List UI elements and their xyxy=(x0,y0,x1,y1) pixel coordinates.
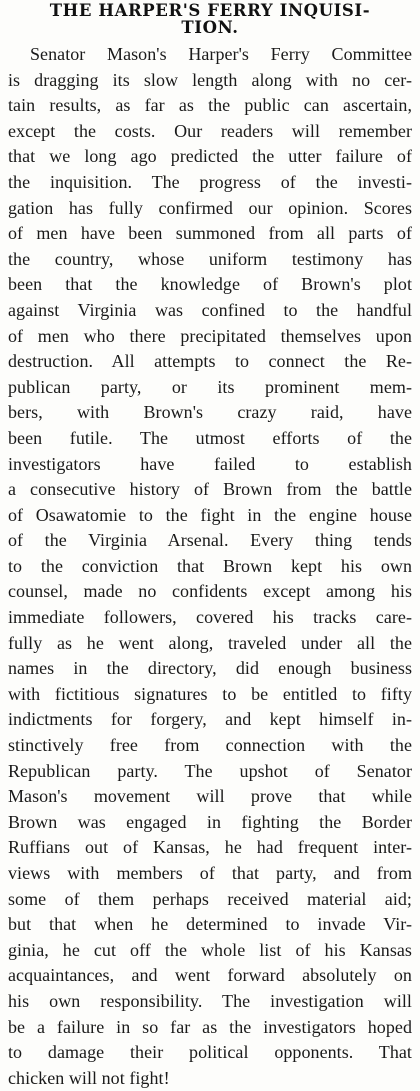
text-line: Republican party. The upshot of Senator xyxy=(8,760,412,781)
text-line: publican party, or its prominent mem- xyxy=(8,376,412,397)
text-line: except the costs. Our readers will remember xyxy=(8,120,412,141)
text-line: a consecutive history of Brown from the battle xyxy=(8,479,412,500)
text-line: the country, whose uniform testimony has xyxy=(8,248,412,269)
text-line: Senator Mason's Harper's Ferry Committee xyxy=(30,44,412,64)
text-line: that we long ago predicted the utter failure of xyxy=(8,146,412,167)
text-line: counsel, made no confidents except among his xyxy=(8,581,412,602)
text-line: to the conviction that Brown kept his own xyxy=(8,555,412,576)
text-line: names in the directory, did enough business xyxy=(8,658,412,679)
text-line: but that when he determined to invade Vir- xyxy=(8,914,412,935)
text-line: against Virginia was confined to the handful xyxy=(8,299,412,320)
text-line: acquaintances, and went forward absolutely on xyxy=(8,965,412,986)
text-line: bers, with Brown's crazy raid, have xyxy=(8,402,412,423)
text-line: of men who there precipitated themselves upon xyxy=(8,325,412,346)
text-line: ginia, he cut off the whole list of his Kansas xyxy=(8,939,412,960)
text-line: indictments for forgery, and kept himself in- xyxy=(8,709,412,730)
text-line: with fictitious signatures to be entitled to fifty xyxy=(8,683,412,704)
text-line: of men have been summoned from all parts of xyxy=(8,223,412,244)
text-line: Mason's movement will prove that while xyxy=(8,786,412,807)
text-line: tain results, as far as the public can ascertain, xyxy=(8,95,412,116)
headline-line: TION. xyxy=(181,18,239,37)
text-line: gation has fully confirmed our opinion. Scores xyxy=(8,197,412,218)
text-line: the inquisition. The progress of the investi- xyxy=(8,171,412,192)
text-line: Ruffians out of Kansas, he had frequent inter- xyxy=(8,837,412,858)
text-line: destruction. All attempts to connect the Re- xyxy=(8,351,412,372)
headline-line: THE HARPER'S FERRY INQUISI- xyxy=(49,1,371,20)
text-line: investigators have failed to establish xyxy=(8,453,412,474)
text-line: some of them perhaps received material aid; xyxy=(8,888,412,909)
text-line: his own responsibility. The investigation will xyxy=(8,990,412,1011)
text-line: to damage their political opponents. That xyxy=(8,1042,412,1063)
text-line: chicken will not fight! xyxy=(8,1067,170,1088)
text-line: immediate followers, covered his tracks care- xyxy=(8,607,412,628)
text-line: been futile. The utmost efforts of the xyxy=(8,427,412,448)
text-line: of Osawatomie to the fight in the engine house xyxy=(8,504,412,525)
text-line: Brown was engaged in fighting the Border xyxy=(8,811,412,832)
text-line: be a failure in so far as the investigators hoped xyxy=(8,1016,412,1037)
text-line: fully as he went along, traveled under all the xyxy=(8,632,412,653)
text-line: been that the knowledge of Brown's plot xyxy=(8,274,412,295)
text-line: stinctively free from connection with the xyxy=(8,735,412,756)
headline xyxy=(8,2,412,36)
text-line: views with members of that party, and from xyxy=(8,863,412,883)
article-body xyxy=(8,42,412,1091)
text-line: is dragging its slow length along with no cer- xyxy=(8,69,412,90)
text-line: of the Virginia Arsenal. Every thing tends xyxy=(8,530,412,551)
